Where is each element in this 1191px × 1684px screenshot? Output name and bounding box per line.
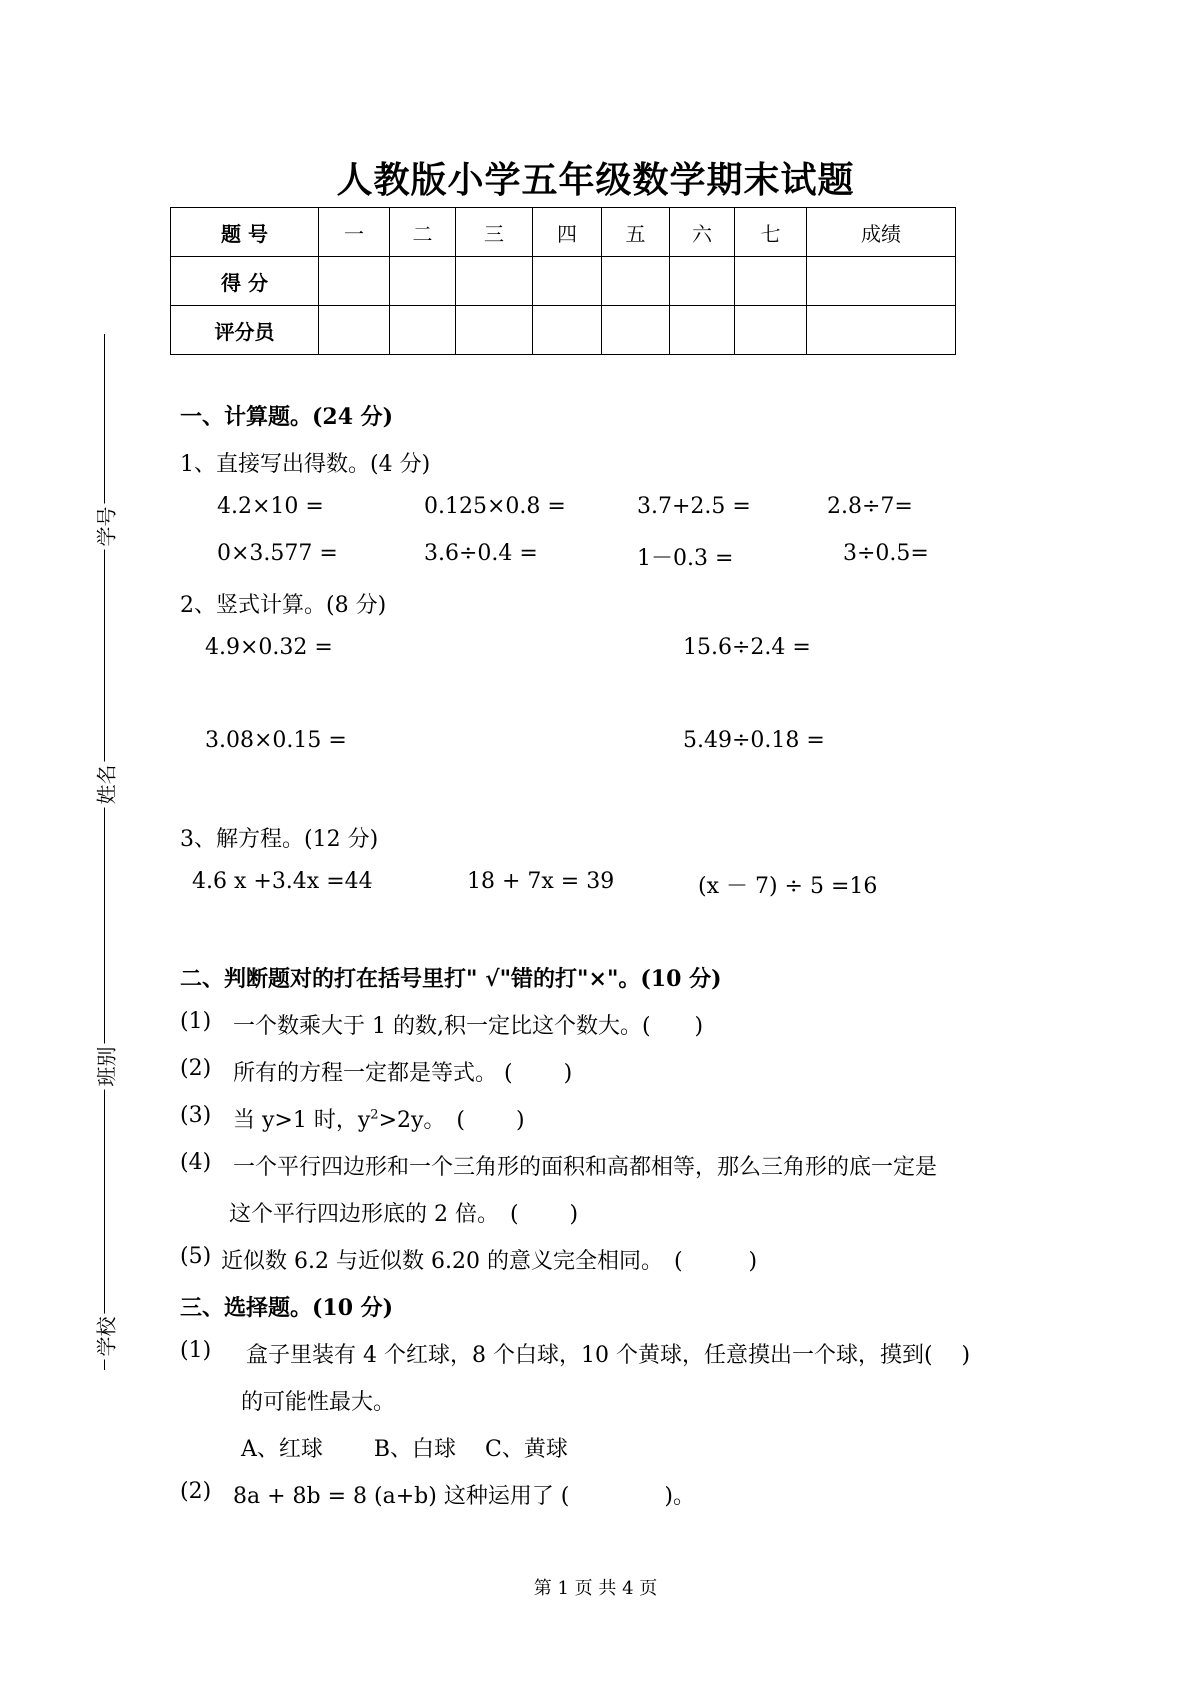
- table-cell: 五: [602, 208, 670, 257]
- section1-title: 一、计算题。(24 分): [180, 404, 394, 430]
- q1-item: 0×3.577 =: [217, 541, 338, 566]
- table-cell: 成绩: [807, 208, 956, 257]
- q2-item: 4.9×0.32 =: [205, 635, 333, 660]
- q2-item: 5.49÷0.18 =: [683, 728, 825, 753]
- table-cell[interactable]: [670, 257, 735, 306]
- page-footer: 第 1 页 共 4 页: [533, 1578, 658, 1599]
- judge-num: (5): [180, 1244, 212, 1269]
- judge-text: 一个平行四边形和一个三角形的面积和高都相等，那么三角形的底一定是: [233, 1155, 938, 1180]
- table-cell[interactable]: [735, 306, 807, 355]
- judge-num: (4): [180, 1150, 212, 1175]
- table-cell[interactable]: [670, 306, 735, 355]
- q3-item: 18 + 7x = 39: [467, 869, 615, 894]
- table-cell: 三: [456, 208, 533, 257]
- table-cell: 六: [670, 208, 735, 257]
- table-cell: 题 号: [171, 208, 319, 257]
- q3-item: (x － 7) ÷ 5 =16: [698, 874, 878, 899]
- choice-text: 8a + 8b = 8 (a+b) 这种运用了 ( )。: [233, 1484, 695, 1509]
- binding-label-school: 学校: [89, 1314, 122, 1360]
- superscript: 2: [370, 1107, 379, 1123]
- q1-item: 0.125×0.8 =: [424, 494, 566, 519]
- judge-text-a: 当 y>1 时，y: [233, 1108, 371, 1133]
- table-cell[interactable]: [390, 306, 456, 355]
- choice-num: (2): [180, 1479, 212, 1504]
- judge-text: [233, 1103, 525, 1134]
- judge-num: (1): [180, 1009, 212, 1034]
- binding-label-student-id: 学号: [89, 504, 122, 550]
- table-cell[interactable]: [807, 306, 956, 355]
- table-cell[interactable]: [602, 257, 670, 306]
- section3-title: 三、选择题。(10 分): [180, 1295, 394, 1321]
- q1-item: 4.2×10 =: [217, 494, 324, 519]
- judge-text-cont: 这个平行四边形底的 2 倍。 ( ): [229, 1202, 579, 1227]
- page-title: 人教版小学五年级数学期末试题: [336, 159, 855, 201]
- q1-item: 1－0.3 =: [637, 546, 734, 571]
- table-cell[interactable]: [533, 257, 602, 306]
- table-cell[interactable]: [602, 306, 670, 355]
- binding-label-name: 姓名: [89, 762, 122, 808]
- judge-text: 所有的方程一定都是等式。 ( ): [233, 1061, 573, 1086]
- choice-num: (1): [180, 1338, 212, 1363]
- choice-text-cont: 的可能性最大。: [241, 1390, 396, 1415]
- section2-title: 二、判断题对的打在括号里打" √"错的打"×"。(10 分): [180, 966, 722, 992]
- score-table-row: [171, 257, 956, 306]
- q2-title: 2、竖式计算。(8 分): [180, 593, 387, 618]
- table-cell[interactable]: [456, 306, 533, 355]
- judge-text: 近似数 6.2 与近似数 6.20 的意义完全相同。 ( ): [221, 1249, 758, 1274]
- score-table-header-row: [171, 208, 956, 257]
- table-cell[interactable]: [533, 306, 602, 355]
- table-cell: 二: [390, 208, 456, 257]
- choice-options: A、红球 B、白球 C、黄球: [241, 1437, 568, 1462]
- table-cell[interactable]: [319, 257, 390, 306]
- q1-item: 3.7+2.5 =: [637, 494, 751, 519]
- q1-title: 1、直接写出得数。(4 分): [180, 452, 431, 477]
- choice-text: 盒子里装有 4 个红球，8 个白球，10 个黄球，任意摸出一个球，摸到( ): [246, 1343, 971, 1368]
- q1-item: 3.6÷0.4 =: [424, 541, 538, 566]
- score-table: [170, 207, 956, 355]
- table-cell[interactable]: [735, 257, 807, 306]
- q1-item: 2.8÷7=: [827, 494, 913, 519]
- judge-num: (3): [180, 1103, 212, 1128]
- q1-item: 3÷0.5=: [843, 541, 929, 566]
- score-table-row: [171, 306, 956, 355]
- judge-num: (2): [180, 1056, 212, 1081]
- table-cell[interactable]: [807, 257, 956, 306]
- table-cell: 一: [319, 208, 390, 257]
- table-cell[interactable]: [456, 257, 533, 306]
- binding-line: [104, 334, 105, 1370]
- table-cell[interactable]: [319, 306, 390, 355]
- q3-item: 4.6 x +3.4x =44: [192, 869, 373, 894]
- table-cell: 得 分: [171, 257, 319, 306]
- table-cell: 评分员: [171, 306, 319, 355]
- judge-text: 一个数乘大于 1 的数,积一定比这个数大。( ): [233, 1014, 704, 1039]
- table-cell[interactable]: [390, 257, 456, 306]
- q3-title: 3、解方程。(12 分): [180, 827, 379, 852]
- binding-label-class: 班别: [89, 1044, 122, 1090]
- q2-item: 3.08×0.15 =: [205, 728, 347, 753]
- judge-text-b: >2y。 ( ): [378, 1108, 525, 1133]
- table-cell: 四: [533, 208, 602, 257]
- q2-item: 15.6÷2.4 =: [683, 635, 811, 660]
- table-cell: 七: [735, 208, 807, 257]
